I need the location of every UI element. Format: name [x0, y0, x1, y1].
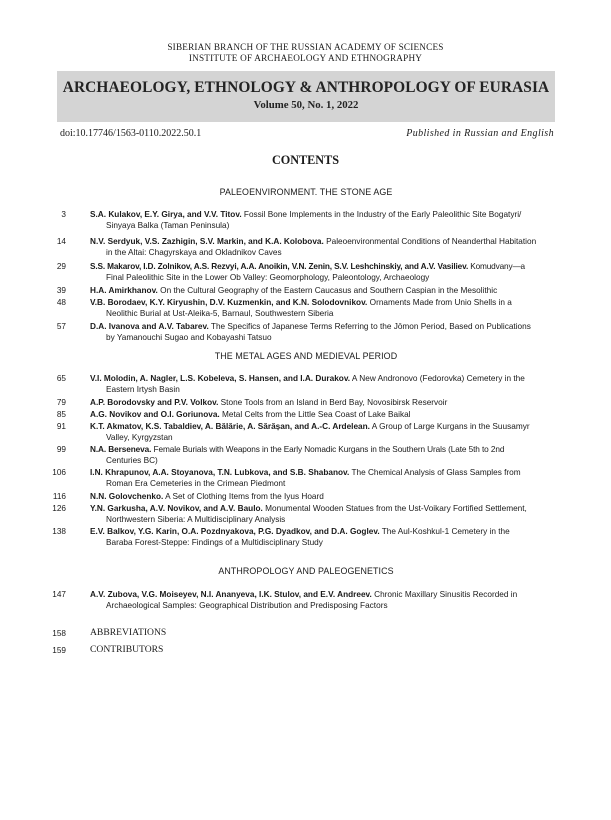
article-title-cont: Valley, Kyrgyzstan — [106, 432, 173, 442]
article-title-cont: Baraba Forest-Steppe: Findings of a Multidisciplinary Study — [106, 537, 323, 547]
article-title-cont: by Yamanouchi Sugao and Kobayashi Tatsuo — [106, 332, 272, 342]
article-title-cont: Centuries BC) — [106, 455, 158, 465]
authors: I.N. Khrapunov, A.A. Stoyanova, T.N. Lubkova, and S.B. Shabanov. — [90, 468, 350, 477]
abbreviations-label: ABBREVIATIONS — [90, 627, 167, 638]
volume-line: Volume 50, No. 1, 2022 — [253, 99, 359, 111]
article-title-cont: Sinyaya Balka (Taman Peninsula) — [106, 220, 230, 230]
article-title: Fossil Bone Implements in the Industry of the Early Paleolithic Site Bogatyri/ — [241, 210, 522, 219]
article-title: A Group of Large Kurgans in the Suusamyr — [369, 422, 530, 431]
page-number: 3 — [61, 210, 66, 219]
page-number: 126 — [52, 504, 66, 513]
authors: A.V. Zubova, V.G. Moiseyev, N.I. Ananyeva, I.K. Stulov, and E.V. Andreev. — [90, 590, 372, 599]
article-title: Stone Tools from an Island in Berd Bay, Novosibirsk Reservoir — [218, 398, 448, 407]
page-number: 91 — [56, 422, 66, 431]
authors: E.V. Balkov, Y.G. Karin, O.A. Pozdnyakova, P.G. Dyadkov, and D.A. Goglev. — [90, 527, 380, 536]
contributors-label: CONTRIBUTORS — [90, 644, 164, 655]
article-title-cont: in the Altai: Chagyrskaya and Okladnikov Caves — [106, 247, 282, 257]
publisher-line: SIBERIAN BRANCH OF THE RUSSIAN ACADEMY OF SCIENCES — [167, 42, 444, 52]
article-title: A New Andronovo (Fedorovka) Cemetery in the — [350, 374, 525, 383]
page-number: 29 — [56, 262, 66, 271]
article-title: The Specifics of Japanese Terms Referring to the Jōmon Period, Based on Publications — [208, 322, 531, 331]
page-number: 159 — [52, 646, 66, 655]
article-title: Ornaments Made from Unio Shells in a — [367, 298, 512, 307]
section-heading: ANTHROPOLOGY AND PALEOGENETICS — [218, 566, 394, 576]
doi: doi:10.17746/1563-0110.2022.50.1 — [60, 128, 202, 139]
article-title-cont: Neolithic Burial at Ust-Aleika-5, Barnaul, Southwestern Siberia — [106, 308, 334, 318]
page-number: 116 — [52, 492, 66, 501]
page-number: 65 — [56, 374, 66, 383]
page-number: 147 — [52, 590, 66, 599]
article-title-cont: Roman Era Cemeteries in the Crimean Piedmont — [106, 478, 286, 488]
journal-title: ARCHAEOLOGY, ETHNOLOGY & ANTHROPOLOGY OF EURASIA — [62, 79, 550, 96]
page-number: 158 — [52, 629, 66, 638]
contents-heading: CONTENTS — [271, 153, 340, 167]
authors: A.P. Borodovsky and P.V. Volkov. — [90, 398, 219, 407]
authors: D.A. Ivanova and A.V. Tabarev. — [90, 322, 209, 331]
page-number: 48 — [56, 298, 66, 307]
authors: N.V. Serdyuk, V.S. Zazhigin, S.V. Markin, and K.A. Kolobova. — [90, 237, 324, 246]
article-title: Monumental Wooden Statues from the Ust-Voikary Fortified Settlement, — [262, 504, 527, 513]
published-note: Published in Russian and English — [406, 128, 554, 139]
authors: V.B. Borodaev, K.Y. Kiryushin, D.V. Kuzmenkin, and K.N. Solodovnikov. — [90, 298, 368, 307]
article-title: Female Burials with Weapons in the Early Nomadic Kurgans in the Southern Urals (Late 5th to 2nd — [151, 445, 505, 454]
authors: K.T. Akmatov, K.S. Tabaldiev, A. Bălărie, A. Sărășan, and A.-C. Ardelean. — [90, 422, 370, 431]
page-number: 99 — [56, 445, 66, 454]
authors: Y.N. Garkusha, A.V. Novikov, and A.V. Baulo. — [90, 504, 263, 513]
authors: S.A. Kulakov, E.Y. Girya, and V.V. Titov. — [90, 210, 242, 219]
article-title-cont: Final Paleolithic Site in the Lower Ob Valley: Geomorphology, Paleontology, Archaeology — [106, 272, 430, 282]
article-title: Paleoenvironmental Conditions of Neanderthal Habitation — [323, 237, 537, 246]
authors: S.S. Makarov, I.D. Zolnikov, A.S. Rezvyi, A.A. Anoikin, V.N. Zenin, S.V. Leshchinskiy, and A.V. Vasiliev. — [90, 262, 469, 271]
authors: V.I. Molodin, A. Nagler, L.S. Kobeleva, S. Hansen, and I.A. Durakov. — [90, 374, 351, 383]
article-title-cont: Archaeological Samples: Geographical Distribution and Predisposing Factors — [106, 600, 388, 610]
authors: N.N. Golovchenko. — [90, 492, 164, 501]
page-number: 14 — [56, 237, 66, 246]
article-title: A Set of Clothing Items from the Iyus Hoard — [163, 492, 324, 501]
article-title: Komudvany—a — [468, 262, 525, 271]
section-heading: PALEOENVIRONMENT. THE STONE AGE — [219, 187, 393, 197]
article-title: The Chemical Analysis of Glass Samples from — [349, 468, 521, 477]
article-title: Chronic Maxillary Sinusitis Recorded in — [371, 590, 518, 599]
page-number: 85 — [56, 410, 66, 419]
article-title: Metal Celts from the Little Sea Coast of Lake Baikal — [219, 410, 411, 419]
section-heading: THE METAL AGES AND MEDIEVAL PERIOD — [214, 351, 398, 361]
page-number: 106 — [52, 468, 66, 477]
page-number: 138 — [52, 527, 66, 536]
authors: A.G. Novikov and O.I. Goriunova. — [90, 410, 220, 419]
article-title-cont: Northwestern Siberia: A Multidisciplinary Analysis — [106, 514, 286, 524]
authors: H.A. Amirkhanov. — [90, 286, 158, 295]
page-number: 39 — [56, 286, 66, 295]
page-number: 57 — [56, 322, 66, 331]
page-number: 79 — [56, 398, 66, 407]
institute-line: INSTITUTE OF ARCHAEOLOGY AND ETHNOGRAPHY — [188, 53, 423, 63]
article-title: The Aul-Koshkul-1 Cemetery in the — [379, 527, 510, 536]
authors: N.A. Berseneva. — [90, 445, 152, 454]
article-title-cont: Eastern Irtysh Basin — [106, 384, 180, 394]
article-title: On the Cultural Geography of the Eastern Caucasus and Southern Caspian in the Mesolithic — [157, 286, 498, 295]
